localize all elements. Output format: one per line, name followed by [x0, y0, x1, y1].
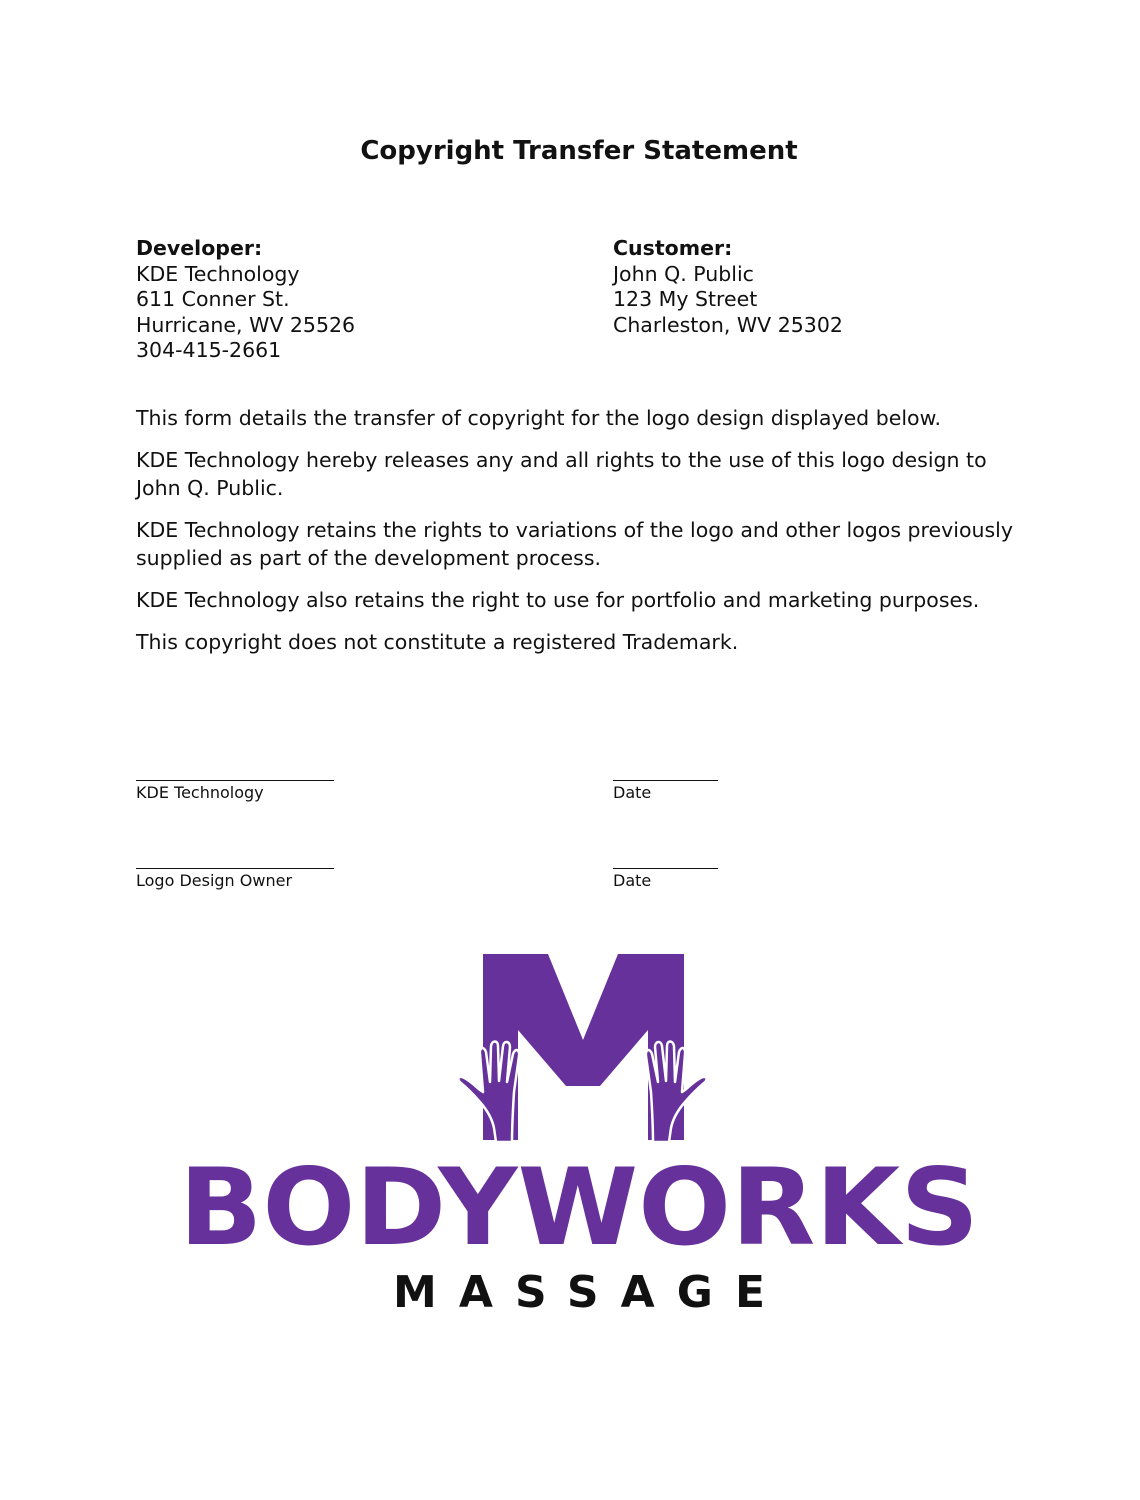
signature-label: Logo Design Owner: [136, 871, 293, 890]
developer-heading: Developer:: [136, 236, 263, 260]
paragraph: KDE Technology hereby releases any and all rights to the use of this logo design to John Q. Public.: [136, 448, 987, 500]
customer-street: 123 My Street: [613, 287, 758, 311]
developer-phone: 304-415-2661: [136, 338, 282, 362]
logo-subtitle: MASSAGE: [393, 1267, 765, 1318]
logo-wordmark: BODYWORKS: [179, 1146, 979, 1269]
page-title: Copyright Transfer Statement: [360, 136, 798, 166]
date-label: Date: [613, 783, 652, 802]
paragraph: This form details the transfer of copyright for the logo design displayed below.: [136, 406, 941, 430]
customer-city: Charleston, WV 25302: [613, 312, 843, 337]
paragraph: This copyright does not constitute a registered Trademark.: [136, 630, 739, 654]
customer-heading: Customer:: [613, 236, 733, 260]
developer-name: KDE Technology: [136, 261, 300, 286]
paragraph: KDE Technology retains the rights to variations of the logo and other logos previously supplied as part of the development process.: [136, 518, 1014, 570]
signature-label: KDE Technology: [136, 783, 264, 802]
developer-street: 611 Conner St.: [136, 287, 290, 311]
date-label: Date: [613, 871, 652, 890]
paragraph: KDE Technology also retains the right to use for portfolio and marketing purposes.: [136, 588, 980, 612]
developer-city: Hurricane, WV 25526: [136, 312, 356, 337]
customer-name: John Q. Public: [613, 261, 754, 286]
